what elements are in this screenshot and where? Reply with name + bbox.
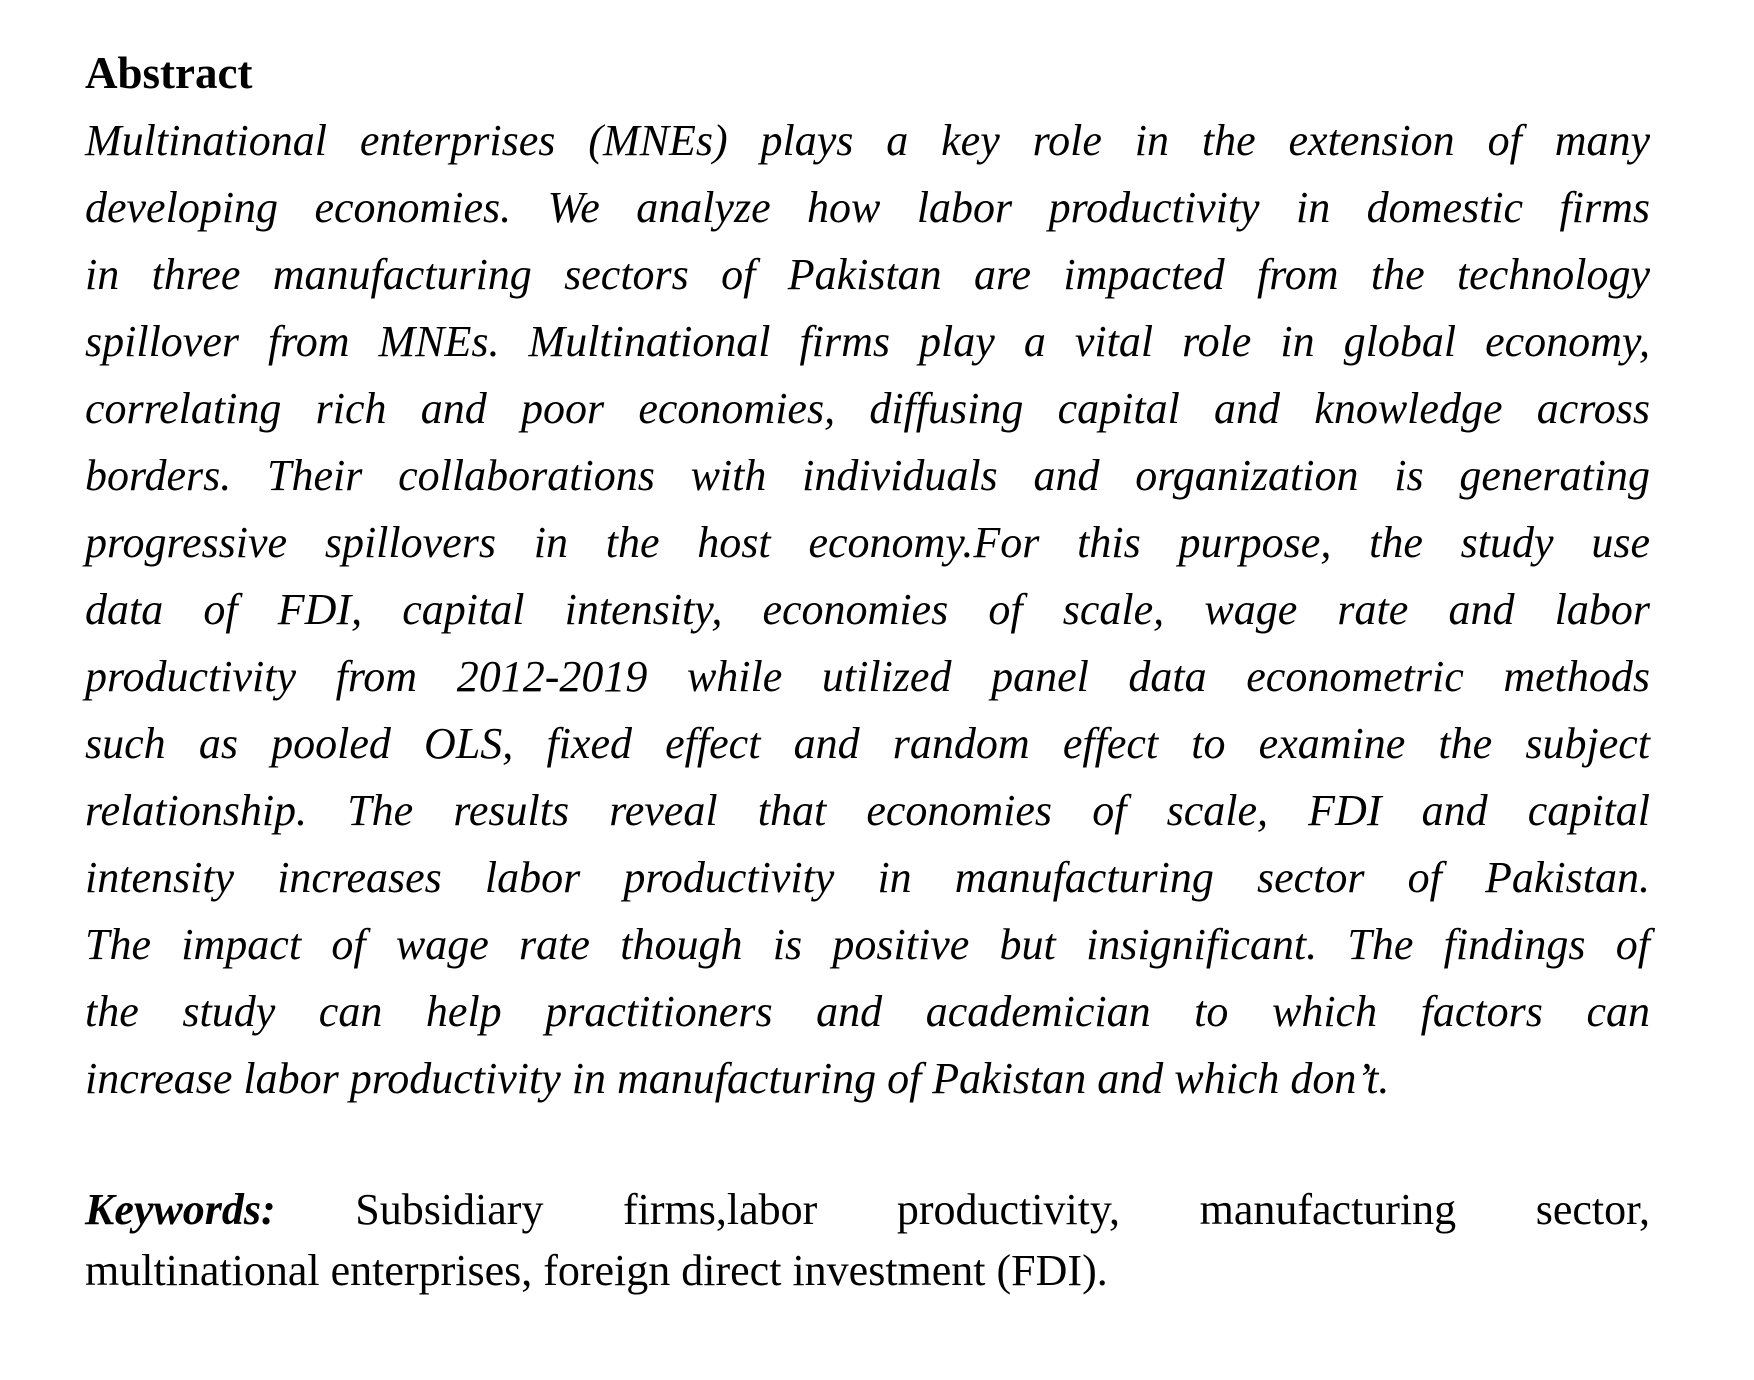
keywords-text: Subsidiary firms,labor productivity, manufacturing sector, <box>355 1185 1651 1234</box>
abstract-line: developing economies. We analyze how labor productivity in domestic firms <box>85 183 1650 232</box>
abstract-line: in three manufacturing sectors of Pakistan are impacted from the technology <box>85 250 1650 299</box>
abstract-line: progressive spillovers in the host economy.For this purpose, the study use <box>85 518 1650 567</box>
paragraph-gap <box>85 1112 1650 1179</box>
abstract-page <box>85 40 1650 1301</box>
keywords-line <box>85 1179 1650 1240</box>
keywords-label: Keywords: <box>85 1185 276 1234</box>
abstract-line: such as pooled OLS, fixed effect and random effect to examine the subject <box>85 719 1650 768</box>
abstract-line: intensity increases labor productivity in manufacturing sector of Pakistan. <box>85 853 1650 902</box>
abstract-paragraph <box>85 107 1650 1112</box>
abstract-line: The impact of wage rate though is positive but insignificant. The findings of <box>85 920 1650 969</box>
abstract-line: borders. Their collaborations with individuals and organization is generating <box>85 451 1650 500</box>
abstract-line: correlating rich and poor economies, diffusing capital and knowledge across <box>85 384 1650 433</box>
keywords-paragraph <box>85 1179 1650 1301</box>
abstract-line: relationship. The results reveal that economies of scale, FDI and capital <box>85 786 1650 835</box>
abstract-heading: Abstract <box>85 48 253 98</box>
abstract-line: productivity from 2012-2019 while utilized panel data econometric methods <box>85 652 1650 701</box>
abstract-line: the study can help practitioners and academician to which factors can <box>85 987 1650 1036</box>
abstract-line: increase labor productivity in manufacturing of Pakistan and which don’t. <box>85 1054 1390 1103</box>
abstract-line: spillover from MNEs. Multinational firms play a vital role in global economy, <box>85 317 1650 366</box>
abstract-line: Multinational enterprises (MNEs) plays a key role in the extension of many <box>85 116 1650 165</box>
abstract-line: data of FDI, capital intensity, economies of scale, wage rate and labor <box>85 585 1650 634</box>
keywords-line: multinational enterprises, foreign direct investment (FDI). <box>85 1246 1108 1295</box>
